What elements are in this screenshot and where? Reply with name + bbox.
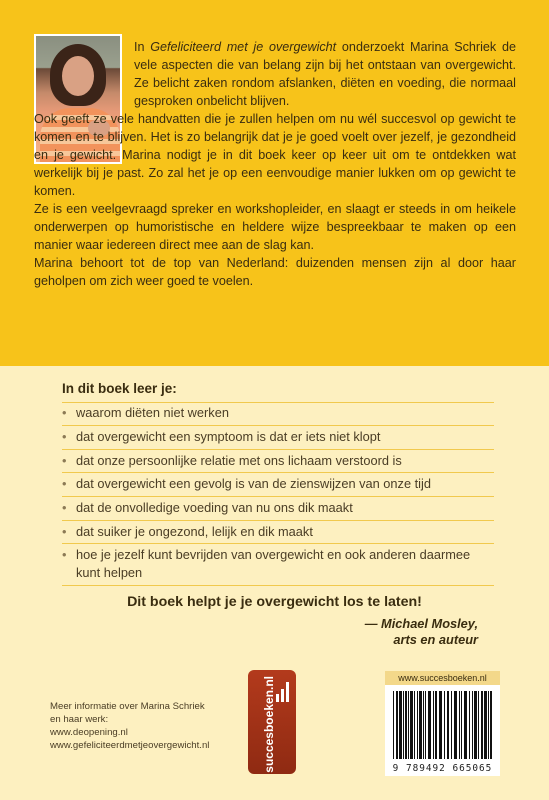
endorsement-attribution xyxy=(365,616,478,648)
list-item: • dat overgewicht een symptoom is dat er iets niet klopt xyxy=(62,429,381,444)
list-item: • dat de onvolledige voeding van nu ons dik maakt xyxy=(62,500,353,515)
divider xyxy=(62,472,494,473)
list-item: • dat overgewicht een gevolg is van de zienswijzen van onze tijd xyxy=(62,476,431,491)
divider xyxy=(62,543,494,544)
intro-paragraph-2: Ook geeft ze vele handvatten die je zullen helpen om nu wél succesvol op gewicht te komen en te blijven. Het is zo belangrijk dat je je goed voelt over jezelf, je gezondheid en je gewicht. Marina nodigt je in dit boek keer op keer uit om te ontdekken wat werkelijk bij je past. Zo zal het je op een eenvoudige manier lukken om op gewicht te komen. xyxy=(34,112,516,198)
website-link: www.gefeliciteerdmetjeovergewicht.nl xyxy=(50,740,210,751)
divider xyxy=(62,425,494,426)
bullet: • xyxy=(62,476,67,491)
book-title: Gefeliciteerd met je overgewicht xyxy=(150,40,337,54)
list-item: • waarom diëten niet werken xyxy=(62,405,229,420)
publisher-logo-text: succesboeken.nl xyxy=(262,676,276,773)
bullet: • xyxy=(62,500,67,515)
endorsement-author: — Michael Mosley, xyxy=(364,616,478,631)
bullet: • xyxy=(62,547,67,562)
list-item: • dat onze persoonlijke relatie met ons lichaam verstoord is xyxy=(62,453,402,468)
divider xyxy=(62,449,494,450)
intro-paragraph-1: In Gefeliciteerd met je overgewicht onderzoekt Marina Schriek de vele aspecten die van belang zijn bij het ontstaan van overgewicht. Ze belicht zaken rondom afslanken, diëten en voeding, die normaal gesproken onbelicht blijven. xyxy=(134,40,516,108)
list-item: • dat suiker je ongezond, lelijk en dik maakt xyxy=(62,524,313,539)
endorsement-role: arts en auteur xyxy=(393,632,478,647)
bullet: • xyxy=(62,524,67,539)
bar-chart-icon xyxy=(276,682,290,702)
isbn-number: 9 789492 665065 xyxy=(392,763,493,774)
publisher-logo xyxy=(248,670,296,774)
bullet: • xyxy=(62,429,67,444)
endorsement-quote: Dit boek helpt je je overgewicht los te laten! xyxy=(127,594,422,610)
bullet: • xyxy=(62,453,67,468)
divider xyxy=(62,496,494,497)
intro-text xyxy=(34,38,516,290)
barcode-bars xyxy=(391,691,494,761)
intro-paragraph-4: Marina behoort tot de top van Nederland: duizenden mensen zijn al door haar geholpen om zich weer goed te voelen. xyxy=(34,256,516,288)
publisher-url: www.succesboeken.nl xyxy=(385,671,500,685)
website-link: www.deopening.nl xyxy=(50,727,128,738)
divider xyxy=(62,402,494,403)
divider xyxy=(62,585,494,586)
list-item: • hoe je jezelf kunt bevrijden van overgewicht en ook anderen daarmee kunt helpen xyxy=(62,547,471,580)
intro-paragraph-3: Ze is een veelgevraagd spreker en workshopleider, en slaagt er steeds in om heikele onderwerpen op humoristische en heldere wijze bespreekbaar te maken op een manier waar iedereen direct mee aan de slag kan. xyxy=(34,202,516,252)
list-title: In dit boek leer je: xyxy=(62,381,177,396)
isbn-barcode xyxy=(385,671,500,776)
divider xyxy=(62,520,494,521)
author-info: Meer informatie over Marina Schriek en haar werk: www.deopening.nl www.gefeliciteerdmetjeovergewicht.nl xyxy=(50,701,210,751)
bullet: • xyxy=(62,405,67,420)
